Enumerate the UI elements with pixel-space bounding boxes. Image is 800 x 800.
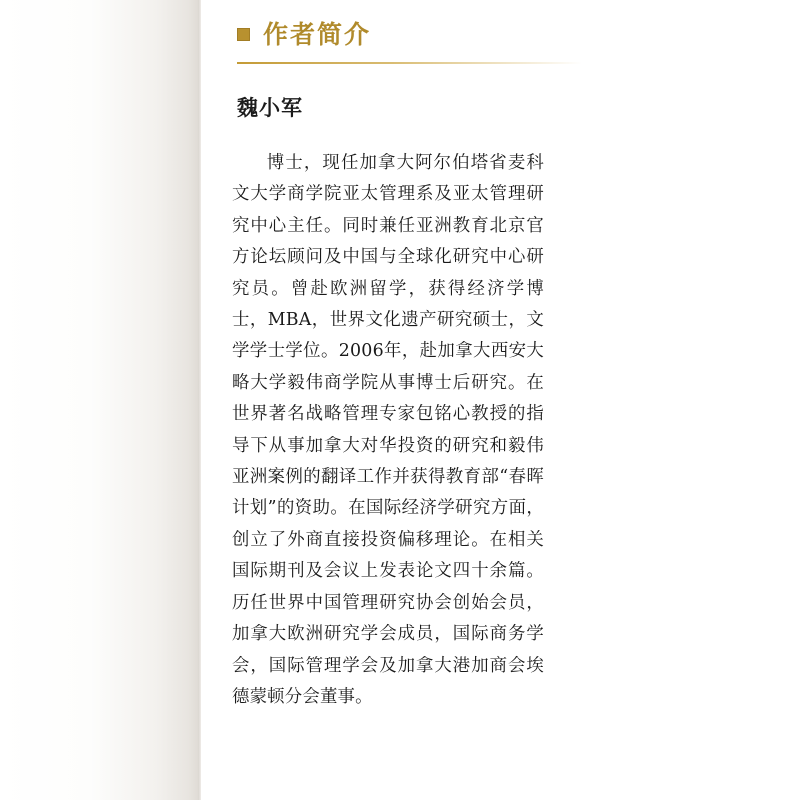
square-bullet-icon [237, 28, 250, 41]
section-heading [237, 22, 371, 47]
heading-divider [237, 62, 582, 64]
page-gutter-shadow [0, 0, 200, 800]
author-name: 魏小军 [237, 96, 303, 120]
page-content [201, 0, 800, 800]
section-heading-label: 作者简介 [263, 20, 372, 49]
author-bio-paragraph: 博士，现任加拿大阿尔伯塔省麦科文大学商学院亚太管理系及亚太管理研究中心主任。同时兼任亚洲教育北京官方论坛顾问及中国与全球化研究中心研究员。曾赴欧洲留学，获得经济学博士，MBA，世界文化遗产研究硕士，文学学士学位。2006年，赴加拿大西安大略大学毅伟商学院从事博士后研究。在世界著名战略管理专家包铭心教授的指导下从事加拿大对华投资的研究和毅伟亚洲案例的翻译工作并获得教育部“春晖计划”的资助。在国际经济学研究方面，创立了外商直接投资偏移理论。在相关国际期刊及会议上发表论文四十余篇。历任世界中国管理研究协会创始会员，加拿大欧洲研究学会成员，国际商务学会，国际管理学会及加拿大港加商会埃德蒙顿分会董事。 [232, 153, 544, 707]
